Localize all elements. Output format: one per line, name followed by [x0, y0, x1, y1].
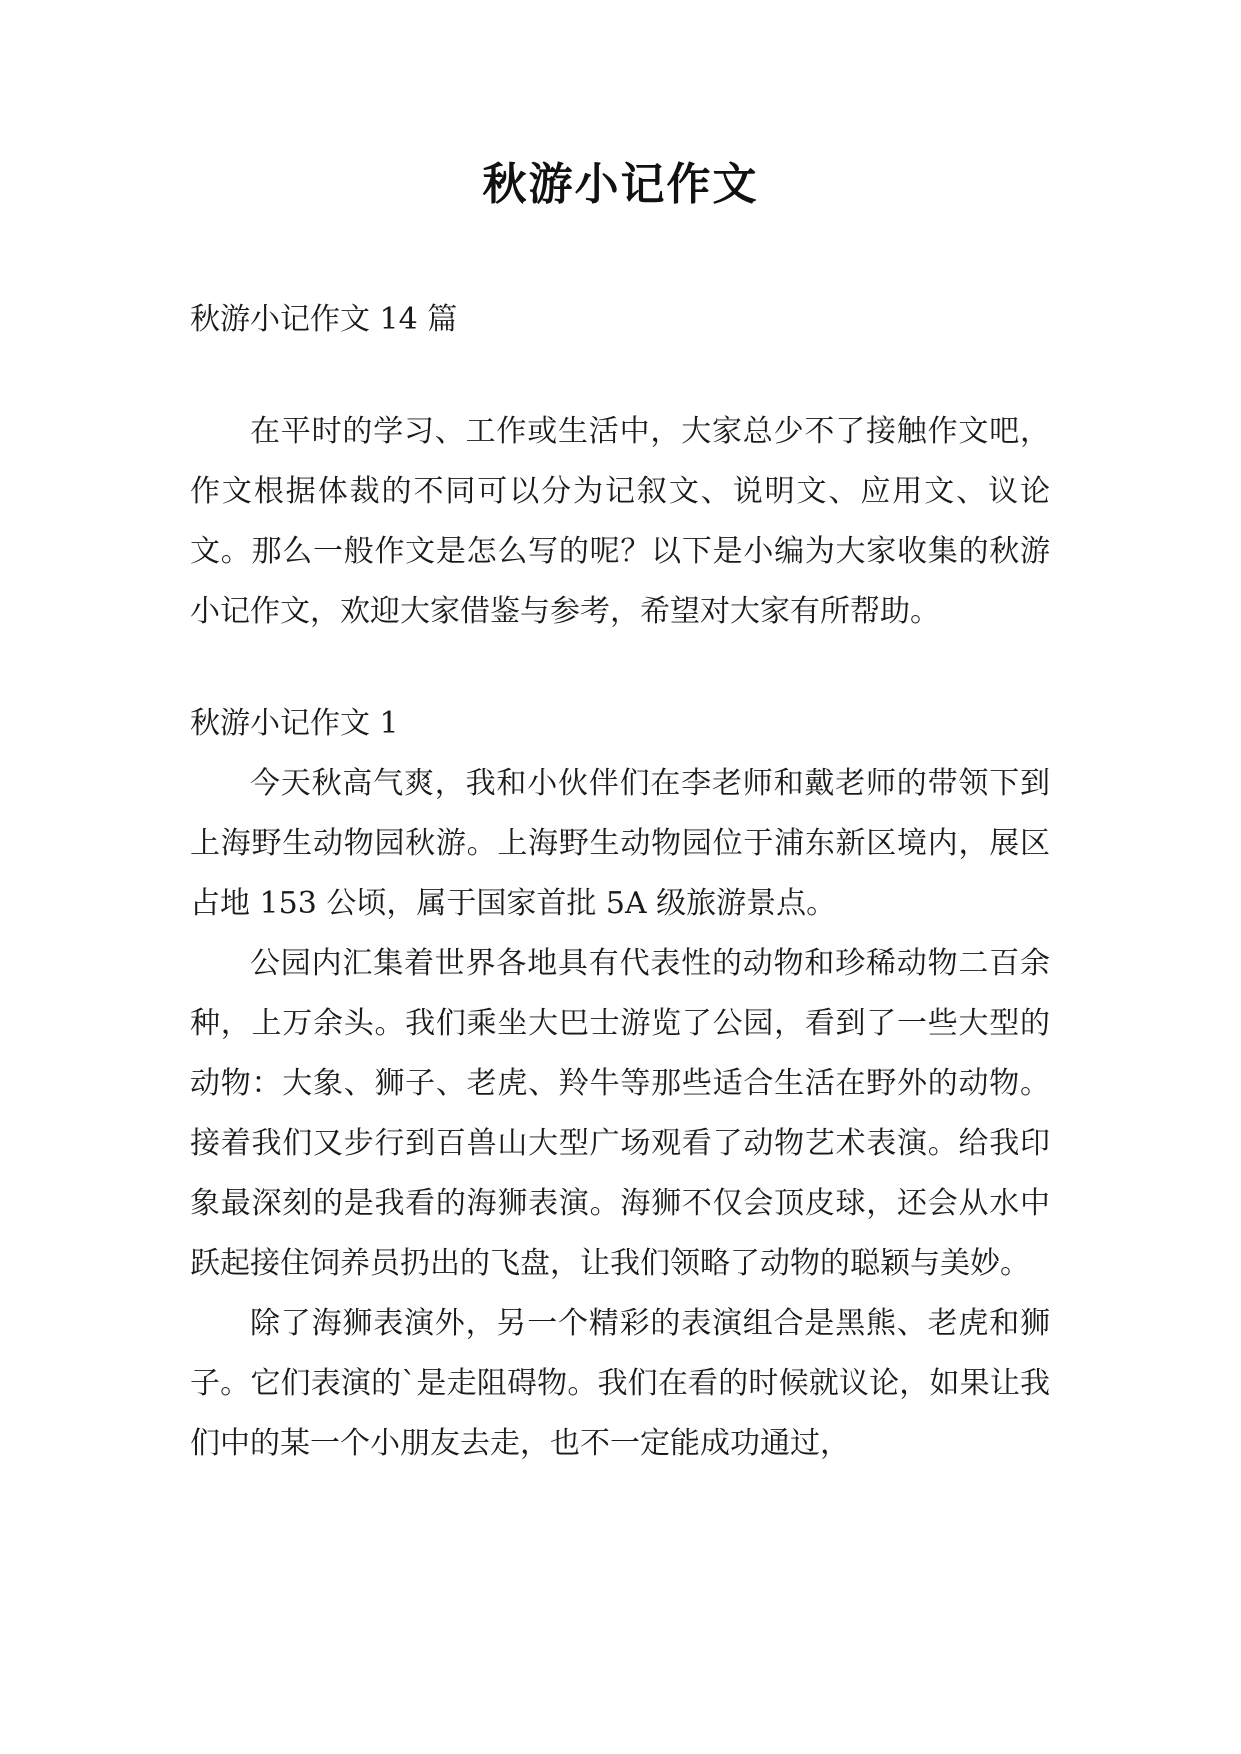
section-heading: 秋游小记作文 1 — [190, 706, 399, 741]
body-paragraph-3: 除了海狮表演外，另一个精彩的表演组合是黑熊、老虎和狮子。它们表演的`是走阻碍物。我们在看的时候就议论，如果让我们中的某一个小朋友去走，也不一定能成功通过， — [190, 1306, 1050, 1461]
body-paragraph-1: 今天秋高气爽，我和小伙伴们在李老师和戴老师的带领下到上海野生动物园秋游。上海野生动物园位于浦东新区境内，展区占地 153 公顷，属于国家首批 5A 级旅游景点。 — [190, 766, 1050, 921]
document-subtitle: 秋游小记作文 14 篇 — [190, 302, 458, 337]
body-paragraph-2: 公园内汇集着世界各地具有代表性的动物和珍稀动物二百余种，上万余头。我们乘坐大巴士游览了公园，看到了一些大型的动物：大象、狮子、老虎、羚牛等那些适合生活在野外的动物。接着我们又步行到百兽山大型广场观看了动物艺术表演。给我印象最深刻的是我看的海狮表演。海狮不仅会顶皮球，还会从水中跃起接住饲养员扔出的飞盘，让我们领略了动物的聪颖与美妙。 — [190, 946, 1050, 1281]
document-body — [190, 290, 1050, 1474]
intro-paragraph: 在平时的学习、工作或生活中，大家总少不了接触作文吧，作文根据体裁的不同可以分为记叙文、说明文、应用文、议论文。那么一般作文是怎么写的呢？以下是小编为大家收集的秋游小记作文，欢迎大家借鉴与参考，希望对大家有所帮助。 — [190, 414, 1050, 629]
document-title: 秋游小记作文 — [482, 159, 759, 210]
